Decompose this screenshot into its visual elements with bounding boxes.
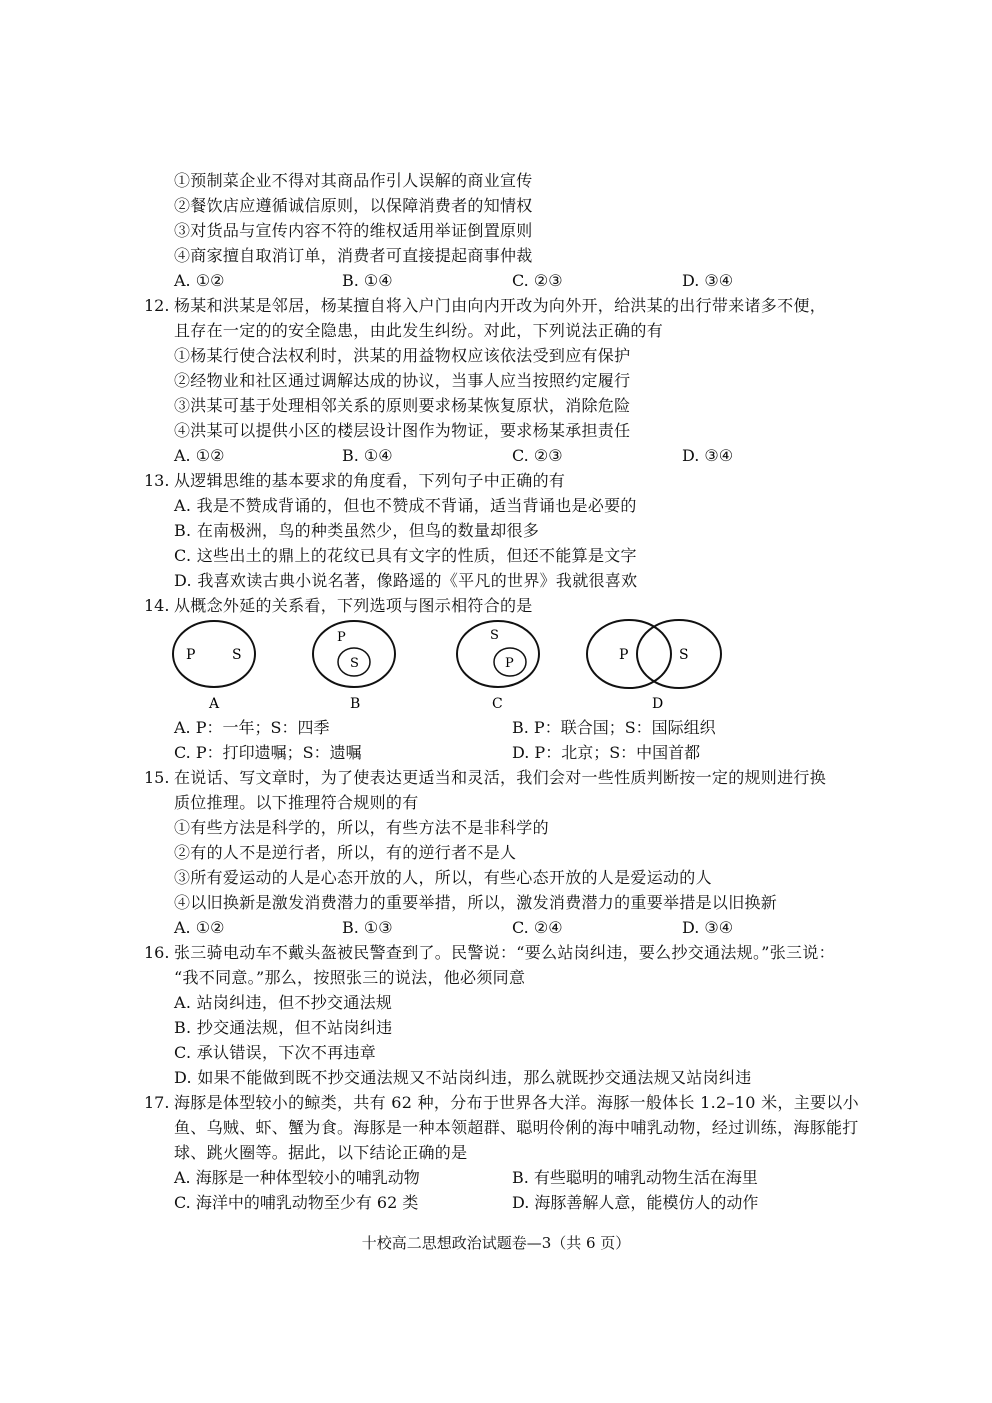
q11-option-b: B. ①④ (342, 271, 393, 290)
q17-stem-line-2: 鱼、乌贼、虾、蟹为食。海豚是一种本领超群、聪明伶俐的海中哺乳动物，经过训练，海豚能打 (174, 1118, 859, 1137)
diagram-d (587, 620, 721, 712)
q13-number: 13. (144, 471, 170, 490)
page-footer: 十校高二思想政治试题卷—3（共 6 页） (361, 1234, 631, 1252)
q17-option-b: B. 有些聪明的哺乳动物生活在海里 (512, 1168, 758, 1187)
q17-option-d: D. 海豚善解人意，能模仿人的动作 (512, 1193, 759, 1212)
q17-option-a: A. 海豚是一种体型较小的哺乳动物 (174, 1168, 420, 1187)
diagram-a-p-label: P (186, 647, 196, 663)
diagram-b-outer-label: P (337, 630, 346, 645)
q12-statement-3: ③洪某可基于处理相邻关系的原则要求杨某恢复原状，消除危险 (174, 396, 631, 415)
q11-statement-4: ④商家擅自取消订单，消费者可直接提起商事仲裁 (174, 246, 533, 265)
q16-stem-line-2: “我不同意。”那么，按照张三的说法，他必须同意 (174, 968, 526, 987)
q11-statement-1: ①预制菜企业不得对其商品作引人误解的商业宣传 (174, 171, 533, 190)
q11-option-c: C. ②③ (512, 271, 563, 290)
diagram-d-caption: D (652, 696, 664, 712)
q16-option-d: D. 如果不能做到既不抄交通法规又不站岗纠违，那么就既抄交通法规又站岗纠违 (174, 1068, 752, 1087)
q13-option-d: D. 我喜欢读古典小说名著，像路遥的《平凡的世界》我就很喜欢 (174, 571, 638, 590)
q14-number: 14. (144, 596, 170, 615)
q12-option-a: A. ①② (174, 446, 225, 465)
q15-stem-line-2: 质位推理。以下推理符合规则的有 (174, 793, 419, 812)
diagram-d-left-circle (587, 620, 671, 688)
q13-stem: 从逻辑思维的基本要求的角度看，下列句子中正确的有 (174, 471, 566, 490)
q12-option-d: D. ③④ (682, 446, 734, 465)
diagram-a (173, 621, 255, 712)
diagram-b-caption: B (350, 696, 361, 712)
q16-stem-line-1: 张三骑电动车不戴头盔被民警查到了。民警说：“要么站岗纠违，要么抄交通法规。”张三说： (174, 943, 835, 962)
q17-stem-line-1: 海豚是体型较小的鲸类，共有 62 种，分布于世界各大洋。海豚一般体长 1.2–10 米，主要以小 (174, 1093, 859, 1112)
q15-statement-4: ④以旧换新是激发消费潜力的重要举措，所以，激发消费潜力的重要举措是以旧换新 (174, 893, 778, 912)
q15-statement-2: ②有的人不是逆行者，所以，有的逆行者不是人 (174, 843, 517, 862)
q12-option-b: B. ①④ (342, 446, 393, 465)
diagram-c-caption: C (492, 696, 503, 712)
q15-option-b: B. ①③ (342, 918, 393, 937)
q11-option-d: D. ③④ (682, 271, 734, 290)
q15-number: 15. (144, 768, 170, 787)
q16-option-a: A. 站岗纠违，但不抄交通法规 (174, 993, 393, 1012)
q15-stem-line-1: 在说话、写文章时，为了使表达更适当和灵活，我们会对一些性质判断按一定的规则进行换 (174, 768, 827, 787)
q16-option-b: B. 抄交通法规，但不站岗纠违 (174, 1018, 393, 1037)
q12-statement-4: ④洪某可以提供小区的楼层设计图作为物证，要求杨某承担责任 (174, 421, 631, 440)
diagram-c-inner-label: P (505, 656, 514, 671)
q17-option-c: C. 海洋中的哺乳动物至少有 62 类 (174, 1193, 419, 1212)
q13-option-a: A. 我是不赞成背诵的，但也不赞成不背诵，适当背诵也是必要的 (174, 496, 637, 515)
diagram-a-caption: A (209, 696, 220, 712)
diagram-b-outer-circle (313, 621, 395, 687)
q15-option-d: D. ③④ (682, 918, 734, 937)
q17-stem-line-3: 球、跳火圈等。据此，以下结论正确的是 (174, 1143, 468, 1162)
diagram-b-inner-label: S (350, 656, 359, 671)
diagram-c-outer-label: S (490, 628, 499, 643)
diagram-d-left-label: P (619, 647, 629, 663)
q13-option-b: B. 在南极洲，鸟的种类虽然少，但鸟的数量却很多 (174, 521, 540, 540)
diagram-b (313, 621, 395, 712)
q12-stem-line-2: 且存在一定的的安全隐患，由此发生纠纷。对此，下列说法正确的有 (174, 321, 664, 340)
q13-option-c: C. 这些出土的鼎上的花纹已具有文字的性质，但还不能算是文字 (174, 546, 637, 565)
q11-statement-3: ③对货品与宣传内容不符的维权适用举证倒置原则 (174, 221, 533, 240)
concept-diagram (170, 618, 730, 718)
diagram-a-s-label: S (232, 647, 242, 663)
q11-option-a: A. ①② (174, 271, 225, 290)
q15-option-c: C. ②④ (512, 918, 563, 937)
q16-number: 16. (144, 943, 170, 962)
q14-option-d: D. P：北京；S：中国首都 (512, 743, 701, 762)
q12-number: 12. (144, 296, 170, 315)
diagram-c (457, 621, 539, 712)
q12-statement-2: ②经物业和社区通过调解达成的协议，当事人应当按照约定履行 (174, 371, 631, 390)
q16-option-c: C. 承认错误，下次不再违章 (174, 1043, 377, 1062)
q11-statement-2: ②餐饮店应遵循诚信原则，以保障消费者的知情权 (174, 196, 533, 215)
q14-option-b: B. P：联合国；S：国际组织 (512, 718, 716, 737)
q14-option-c: C. P：打印遗嘱；S：遗嘱 (174, 743, 362, 762)
q14-option-a: A. P：一年；S：四季 (174, 718, 330, 737)
diagram-d-right-label: S (679, 647, 689, 663)
q12-stem-line-1: 杨某和洪某是邻居，杨某擅自将入户门由向内开改为向外开，给洪某的出行带来诸多不便， (174, 296, 827, 315)
q12-option-c: C. ②③ (512, 446, 563, 465)
q15-option-a: A. ①② (174, 918, 225, 937)
q15-statement-1: ①有些方法是科学的，所以，有些方法不是非科学的 (174, 818, 549, 837)
q12-statement-1: ①杨某行使合法权利时，洪某的用益物权应该依法受到应有保护 (174, 346, 631, 365)
q17-number: 17. (144, 1093, 170, 1112)
q14-stem: 从概念外延的关系看，下列选项与图示相符合的是 (174, 596, 533, 615)
q15-statement-3: ③所有爱运动的人是心态开放的人，所以，有些心态开放的人是爱运动的人 (174, 868, 712, 887)
